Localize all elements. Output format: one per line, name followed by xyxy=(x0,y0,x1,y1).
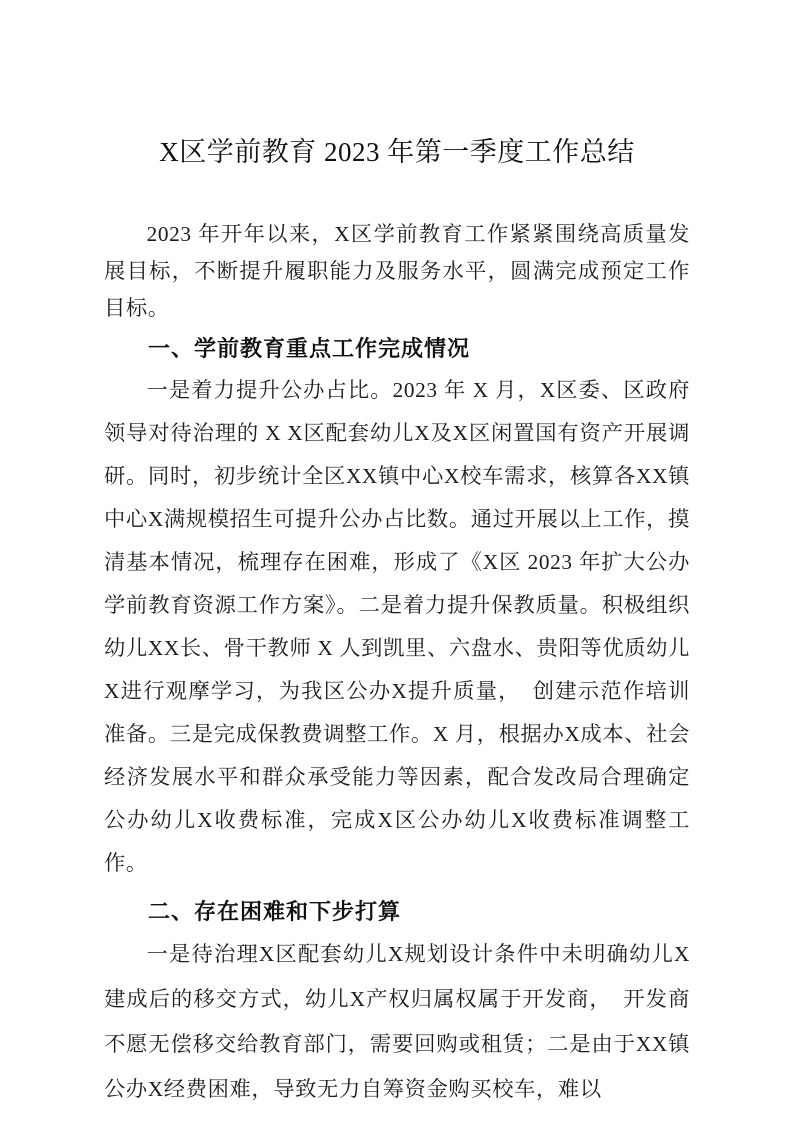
section-2-heading: 二、存在困难和下步打算 xyxy=(148,899,402,924)
intro-paragraph: 2023 年开年以来，X区学前教育工作紧紧围绕高质量发展目标，不断提升履职能力及服务水平，圆满完成预定工作目标。 xyxy=(104,222,690,320)
section-1-paragraph: 一是着力提升公办占比。2023 年 X 月，X区委、区政府领导对待治理的 X X区配套幼儿X及X区闲置国有资产开展调研。同时，初步统计全区XX镇中心X校车需求，核算各XX镇中心X满规模招生可提升公办占比数。通过开展以上工作，摸清基本情况，梳理存在困难，形成了《X区 2023 年扩大公办学前教育资源工作方案》。二是着力提升保教质量。积极组织幼儿XX长、骨干教师 X 人到凯里、六盘水、贵阳等优质幼儿X进行观摩学习，为我区公办X提升质量， 创建示范作培训准备。三是完成保教费调整工作。X 月，根据办X成本、社会经济发展水平和群众承受能力等因素，配合发改局合理确定公办幼儿X收费标准，完成X区公办幼儿X收费标准调整工作。 xyxy=(104,378,690,875)
section-1-heading: 一、学前教育重点工作完成情况 xyxy=(148,336,471,361)
section-2-paragraph: 一是待治理X区配套幼儿X规划设计条件中未明确幼儿X建成后的移交方式，幼儿X产权归属权属于开发商， 开发商不愿无偿移交给教育部门，需要回购或租赁；二是由于XX镇公办X经费困难，导致无力自筹资金购买校车，难以 xyxy=(104,942,690,1101)
document-title: X区学前教育 2023 年第一季度工作总结 xyxy=(159,137,635,167)
